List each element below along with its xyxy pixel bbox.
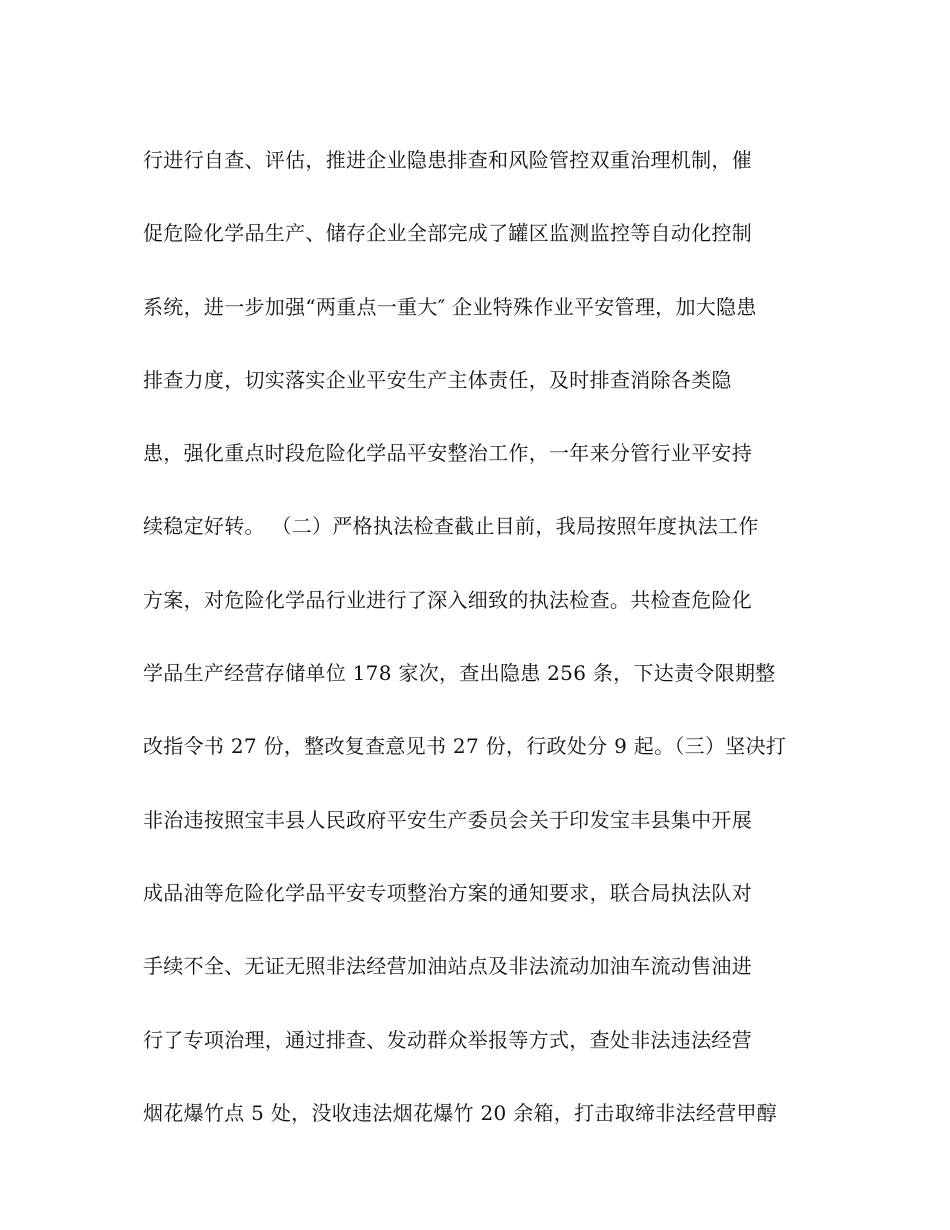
text-line: 改指令书 27 份，整改复查意见书 27 份，行政处分 9 起。（三）坚决打: [143, 734, 787, 759]
text-line: 系统，进一步加强“两重点一重大″ 企业特殊作业平安管理，加大隐患: [143, 294, 757, 319]
body-text: [143, 124, 823, 1150]
text-line: 行进行自查、评估，推进企业隐患排查和风险管控双重治理机制，催: [143, 148, 752, 172]
text-line: 非治违按照宝丰县人民政府平安生产委员会关于印发宝丰县集中开展: [143, 807, 752, 832]
text-line: 续稳定好转。 （二）严格执法检查截止目前，我局按照年度执法工作: [143, 514, 759, 539]
text-line: 烟花爆竹点 5 处，没收违法烟花爆竹 20 余箱，打击取缔非法经营甲醇: [143, 1100, 778, 1125]
text-line: 促危险化学品生产、储存企业全部完成了罐区监测监控等自动化控制: [143, 221, 752, 246]
text-line: 行了专项治理，通过排查、发动群众举报等方式，查处非法违法经营: [143, 1027, 752, 1052]
text-line: 成品油等危险化学品平安专项整治方案的通知要求，联合局执法队对: [143, 880, 752, 905]
text-line: 手续不全、无证无照非法经营加油站点及非法流动加油车流动售油进: [143, 954, 752, 979]
text-line: 排查力度，切实落实企业平安生产主体责任，及时排查消除各类隐: [143, 367, 732, 392]
text-line: 方案，对危险化学品行业进行了深入细致的执法检查。共检查危险化: [143, 587, 752, 612]
text-line: 学品生产经营存储单位 178 家次，查出隐患 256 条，下达责令限期整: [143, 661, 776, 686]
text-line: 患，强化重点时段危险化学品平安整治工作，一年来分管行业平安持: [143, 441, 752, 466]
